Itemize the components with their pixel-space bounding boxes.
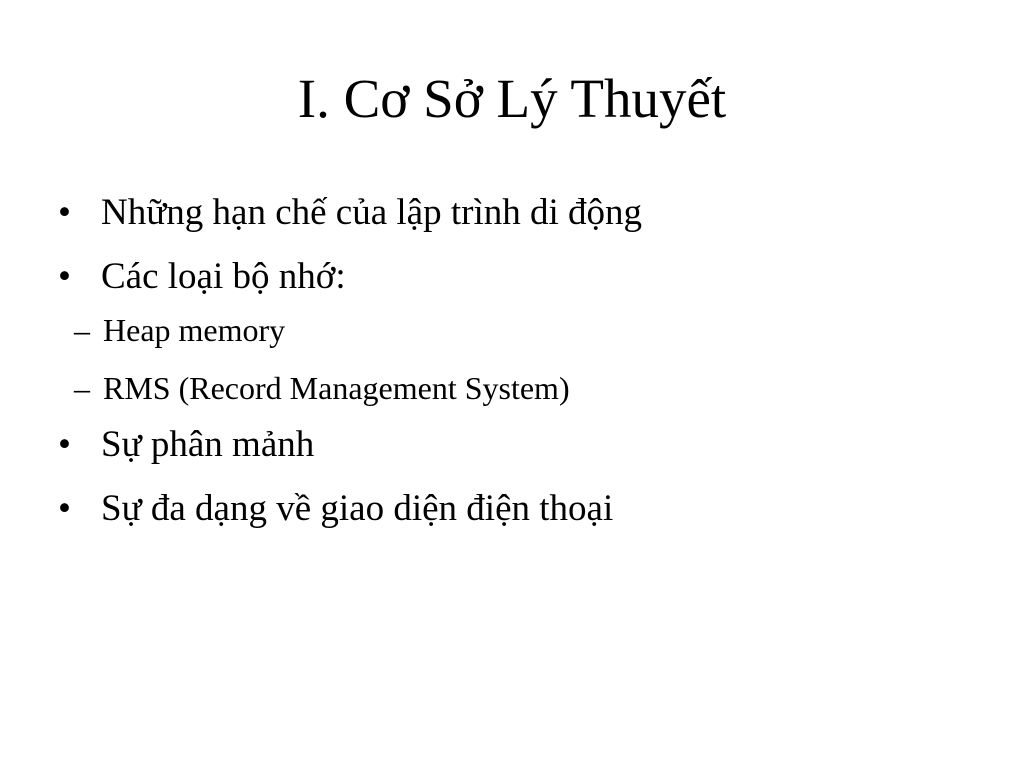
sub-bullet-text: Heap memory bbox=[103, 312, 286, 348]
bullet-item bbox=[58, 484, 978, 534]
bullet-text: Những hạn chế của lập trình di động bbox=[101, 192, 642, 233]
bullet-item bbox=[58, 188, 978, 238]
bullet-list bbox=[58, 188, 978, 548]
slide-title: I. Cơ Sở Lý Thuyết bbox=[297, 68, 727, 129]
bullet-text: Sự đa dạng về giao diện điện thoại bbox=[101, 488, 614, 529]
sub-bullet-item bbox=[58, 308, 978, 352]
bullet-item bbox=[58, 252, 978, 302]
sub-list-container bbox=[58, 308, 978, 410]
sub-bullet-item bbox=[58, 366, 978, 410]
bullet-marker: • bbox=[58, 424, 71, 465]
bullet-text: Sự phân mảnh bbox=[101, 424, 315, 465]
bullet-marker: • bbox=[58, 192, 71, 233]
sub-bullet-text: RMS (Record Management System) bbox=[103, 370, 570, 406]
sub-bullet-marker: – bbox=[74, 370, 90, 406]
bullet-item bbox=[58, 420, 978, 470]
sub-bullet-list bbox=[58, 308, 978, 410]
bullet-marker: • bbox=[58, 488, 71, 529]
bullet-marker: • bbox=[58, 256, 71, 297]
sub-bullet-marker: – bbox=[74, 312, 90, 348]
bullet-text: Các loại bộ nhớ: bbox=[101, 256, 346, 297]
